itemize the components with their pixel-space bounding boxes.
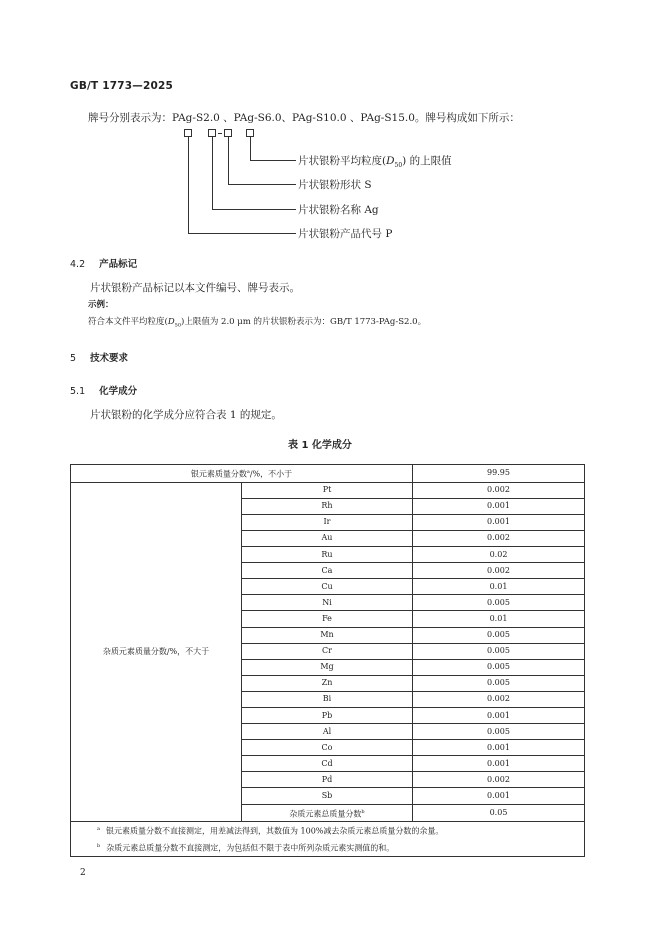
value-cell: 0.001: [413, 740, 585, 756]
element-cell: Co: [242, 740, 413, 756]
connector-line: [188, 233, 296, 234]
value-cell: 0.002: [413, 530, 585, 546]
value-cell: 0.002: [413, 482, 585, 498]
table-row-silver: [71, 465, 585, 483]
element-cell: Cd: [242, 756, 413, 772]
element-cell: Cu: [242, 579, 413, 595]
element-cell: Cr: [242, 643, 413, 659]
element-cell: Al: [242, 724, 413, 740]
value-cell: 0.002: [413, 691, 585, 707]
element-cell: Ru: [242, 547, 413, 563]
element-cell: Mg: [242, 659, 413, 675]
value-cell: 0.005: [413, 724, 585, 740]
designation-dash: [218, 133, 222, 134]
designation-label-shape: 片状银粉形状 S: [298, 179, 372, 191]
page-number: 2: [80, 868, 86, 878]
table-note-row: [71, 839, 585, 856]
element-cell: Ca: [242, 563, 413, 579]
total-value-cell: 0.05: [413, 804, 585, 822]
value-cell: 0.001: [413, 707, 585, 723]
table-footnote: $^b$ 杂质元素总质量分数不直接测定，为包括但不限于表中所列杂质元素实测值的和。: [71, 839, 585, 856]
connector-line: [188, 137, 189, 233]
value-cell: 0.02: [413, 547, 585, 563]
value-cell: 0.001: [413, 514, 585, 530]
standard-number: GB/T 1773—2025: [70, 80, 174, 92]
designation-label-name: 片状银粉名称 Ag: [298, 204, 379, 216]
example-label: 示例：: [88, 300, 114, 310]
table-note-row: [71, 822, 585, 839]
connector-line: [212, 137, 213, 209]
value-cell: 0.005: [413, 675, 585, 691]
element-cell: Au: [242, 530, 413, 546]
designation-box-ag: [208, 129, 216, 137]
connector-line: [212, 209, 296, 210]
value-cell: 0.005: [413, 643, 585, 659]
designation-box-size: [246, 129, 254, 137]
example-text: 符合本文件平均粒度$(D_{50})$上限值为 2.0 μm 的片状银粉表示为：GB/T 1773-PAg-S2.0。: [88, 317, 427, 329]
element-cell: Pb: [242, 707, 413, 723]
connector-line: [250, 160, 296, 161]
element-cell: Zn: [242, 675, 413, 691]
value-cell: 0.005: [413, 595, 585, 611]
total-label-cell: 杂质元素总质量分数$^b$: [242, 804, 413, 822]
section-4-2-heading: 4.2 产品标记: [70, 259, 138, 270]
table-caption: 表 1 化学成分: [288, 440, 352, 451]
value-cell: 0.005: [413, 659, 585, 675]
element-cell: Pd: [242, 772, 413, 788]
designation-label-code: 片状银粉产品代号 P: [298, 228, 393, 240]
section-5-1-heading: 5.1 化学成分: [70, 386, 138, 397]
section-5-1-paragraph: 片状银粉的化学成分应符合表 1 的规定。: [90, 409, 282, 421]
element-cell: Pt: [242, 482, 413, 498]
table-row: [71, 482, 585, 498]
element-cell: Ni: [242, 595, 413, 611]
chemical-composition-table: [70, 464, 585, 857]
value-cell: 0.002: [413, 772, 585, 788]
value-cell: 0.005: [413, 627, 585, 643]
designation-intro: 牌号分别表示为：PAg-S2.0 、PAg-S6.0、PAg-S10.0 、PAg-S15.0。牌号构成如下所示：: [88, 112, 520, 124]
connector-line: [228, 184, 296, 185]
designation-box-p: [184, 129, 192, 137]
element-cell: Bi: [242, 691, 413, 707]
value-cell: 0.001: [413, 788, 585, 804]
connector-line: [228, 137, 229, 184]
value-cell: 0.01: [413, 579, 585, 595]
element-cell: Mn: [242, 627, 413, 643]
designation-box-s: [224, 129, 232, 137]
element-cell: Rh: [242, 498, 413, 514]
impurity-label-cell: 杂质元素质量分数/%，不大于: [71, 482, 242, 822]
silver-label-cell: 银元素质量分数$^a$/%，不小于: [71, 465, 413, 483]
table-footnote: $^a$ 银元素质量分数不直接测定，用差减法得到，其数值为 100%减去杂质元素总质量分数的余量。: [71, 822, 585, 839]
element-cell: Fe: [242, 611, 413, 627]
section-5-heading: 5 技术要求: [70, 353, 129, 364]
value-cell: 0.001: [413, 756, 585, 772]
designation-label-size: 片状银粉平均粒度$(D_{50})$ 的上限值: [298, 155, 452, 170]
section-4-2-paragraph: 片状银粉产品标记以本文件编号、牌号表示。: [90, 282, 300, 294]
value-cell: 0.001: [413, 498, 585, 514]
value-cell: 0.002: [413, 563, 585, 579]
silver-value-cell: 99.95: [413, 465, 585, 483]
element-cell: Ir: [242, 514, 413, 530]
connector-line: [250, 137, 251, 160]
value-cell: 0.01: [413, 611, 585, 627]
element-cell: Sb: [242, 788, 413, 804]
